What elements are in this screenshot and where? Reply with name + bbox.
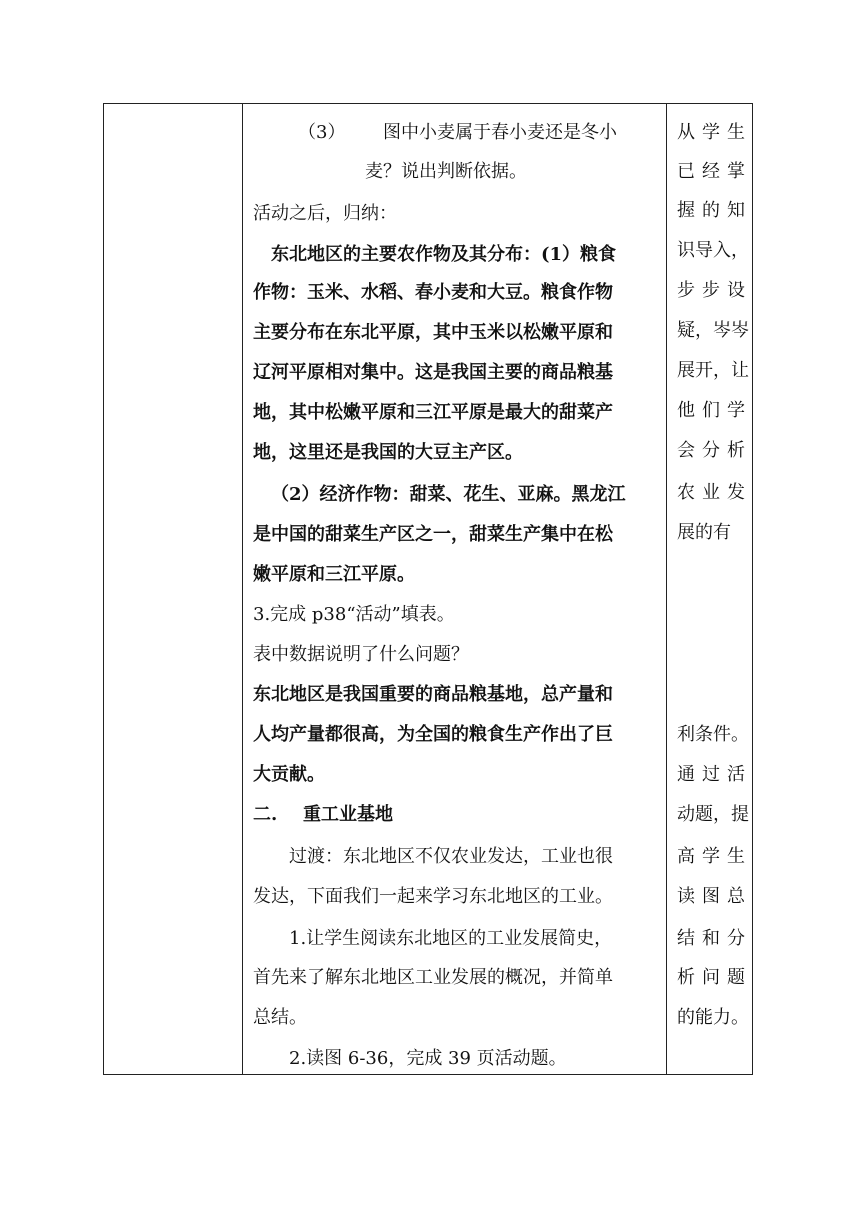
- question-3-line-1: 图中小麦属于春小麦还是冬小: [383, 122, 617, 143]
- note-line: 从学生: [677, 122, 745, 143]
- summary-line: 辽河平原相对集中。这是我国主要的商品粮基: [253, 362, 613, 383]
- summary-intro: 活动之后，归纳：: [253, 203, 397, 224]
- note-line: 农业发: [677, 482, 745, 503]
- answer-line: 大贡献。: [253, 764, 325, 785]
- transition-line: 发达，下面我们一起来学习东北地区的工业。: [253, 886, 613, 907]
- note-line: 结和分: [677, 928, 745, 949]
- note-line: 析问题: [677, 967, 745, 988]
- note-line: 会分析: [677, 440, 745, 461]
- note-line: 他们学: [677, 400, 745, 421]
- note-line: 动题，提: [677, 804, 749, 825]
- note-line: 已经掌: [677, 161, 745, 182]
- note-line: 展开，让: [677, 360, 749, 381]
- summary-line: 主要分布在东北平原，其中玉米以松嫩平原和: [253, 322, 613, 343]
- note-line: 识导入，: [677, 240, 749, 261]
- step-1-line: 1.让学生阅读东北地区的工业发展简史，: [289, 928, 613, 949]
- main-content-column: [243, 104, 666, 1074]
- section-2-number: 二.: [253, 804, 278, 825]
- note-line: 疑，岑岑: [677, 320, 749, 341]
- question-3-number: （3）: [298, 122, 346, 143]
- note-line: 读图总: [677, 886, 745, 907]
- summary-line: 作物：玉米、水稻、春小麦和大豆。粮食作物: [253, 282, 613, 303]
- step-1-line: 首先来了解东北地区工业发展的概况，并简单: [253, 967, 613, 988]
- question-3-line-2: 麦？说出判断依据。: [365, 161, 527, 182]
- summary-line: 是中国的甜菜生产区之一，甜菜生产集中在松: [253, 524, 613, 545]
- note-line: 利条件。: [677, 724, 749, 745]
- note-line: 展的有: [677, 522, 731, 543]
- summary-line: （2）经济作物：甜菜、花生、亚麻。黑龙江: [271, 484, 626, 505]
- lesson-table: [103, 103, 753, 1075]
- task-3: 3.完成 p38“活动”填表。: [253, 604, 455, 625]
- note-line: 通过活: [677, 764, 745, 785]
- answer-line: 人均产量都很高，为全国的粮食生产作出了巨: [253, 724, 613, 745]
- notes-column: [667, 104, 753, 1074]
- data-question: 表中数据说明了什么问题？: [253, 644, 469, 665]
- section-2-title: 重工业基地: [303, 804, 393, 825]
- note-line: 握的知: [677, 200, 745, 221]
- note-line: 高学生: [677, 846, 745, 867]
- summary-line: 地，这里还是我国的大豆主产区。: [253, 442, 523, 463]
- note-line: 步步设: [677, 280, 745, 301]
- answer-line: 东北地区是我国重要的商品粮基地，总产量和: [253, 684, 613, 705]
- note-line: 的能力。: [677, 1007, 749, 1028]
- summary-line: 嫩平原和三江平原。: [253, 564, 415, 585]
- step-1-line: 总结。: [253, 1007, 307, 1028]
- transition-line: 过渡：东北地区不仅农业发达，工业也很: [289, 846, 613, 867]
- step-2: 2.读图 6-36，完成 39 页活动题。: [289, 1048, 567, 1069]
- summary-line: 东北地区的主要农作物及其分布：(1）粮食: [271, 244, 617, 265]
- summary-line: 地，其中松嫩平原和三江平原是最大的甜菜产: [253, 402, 613, 423]
